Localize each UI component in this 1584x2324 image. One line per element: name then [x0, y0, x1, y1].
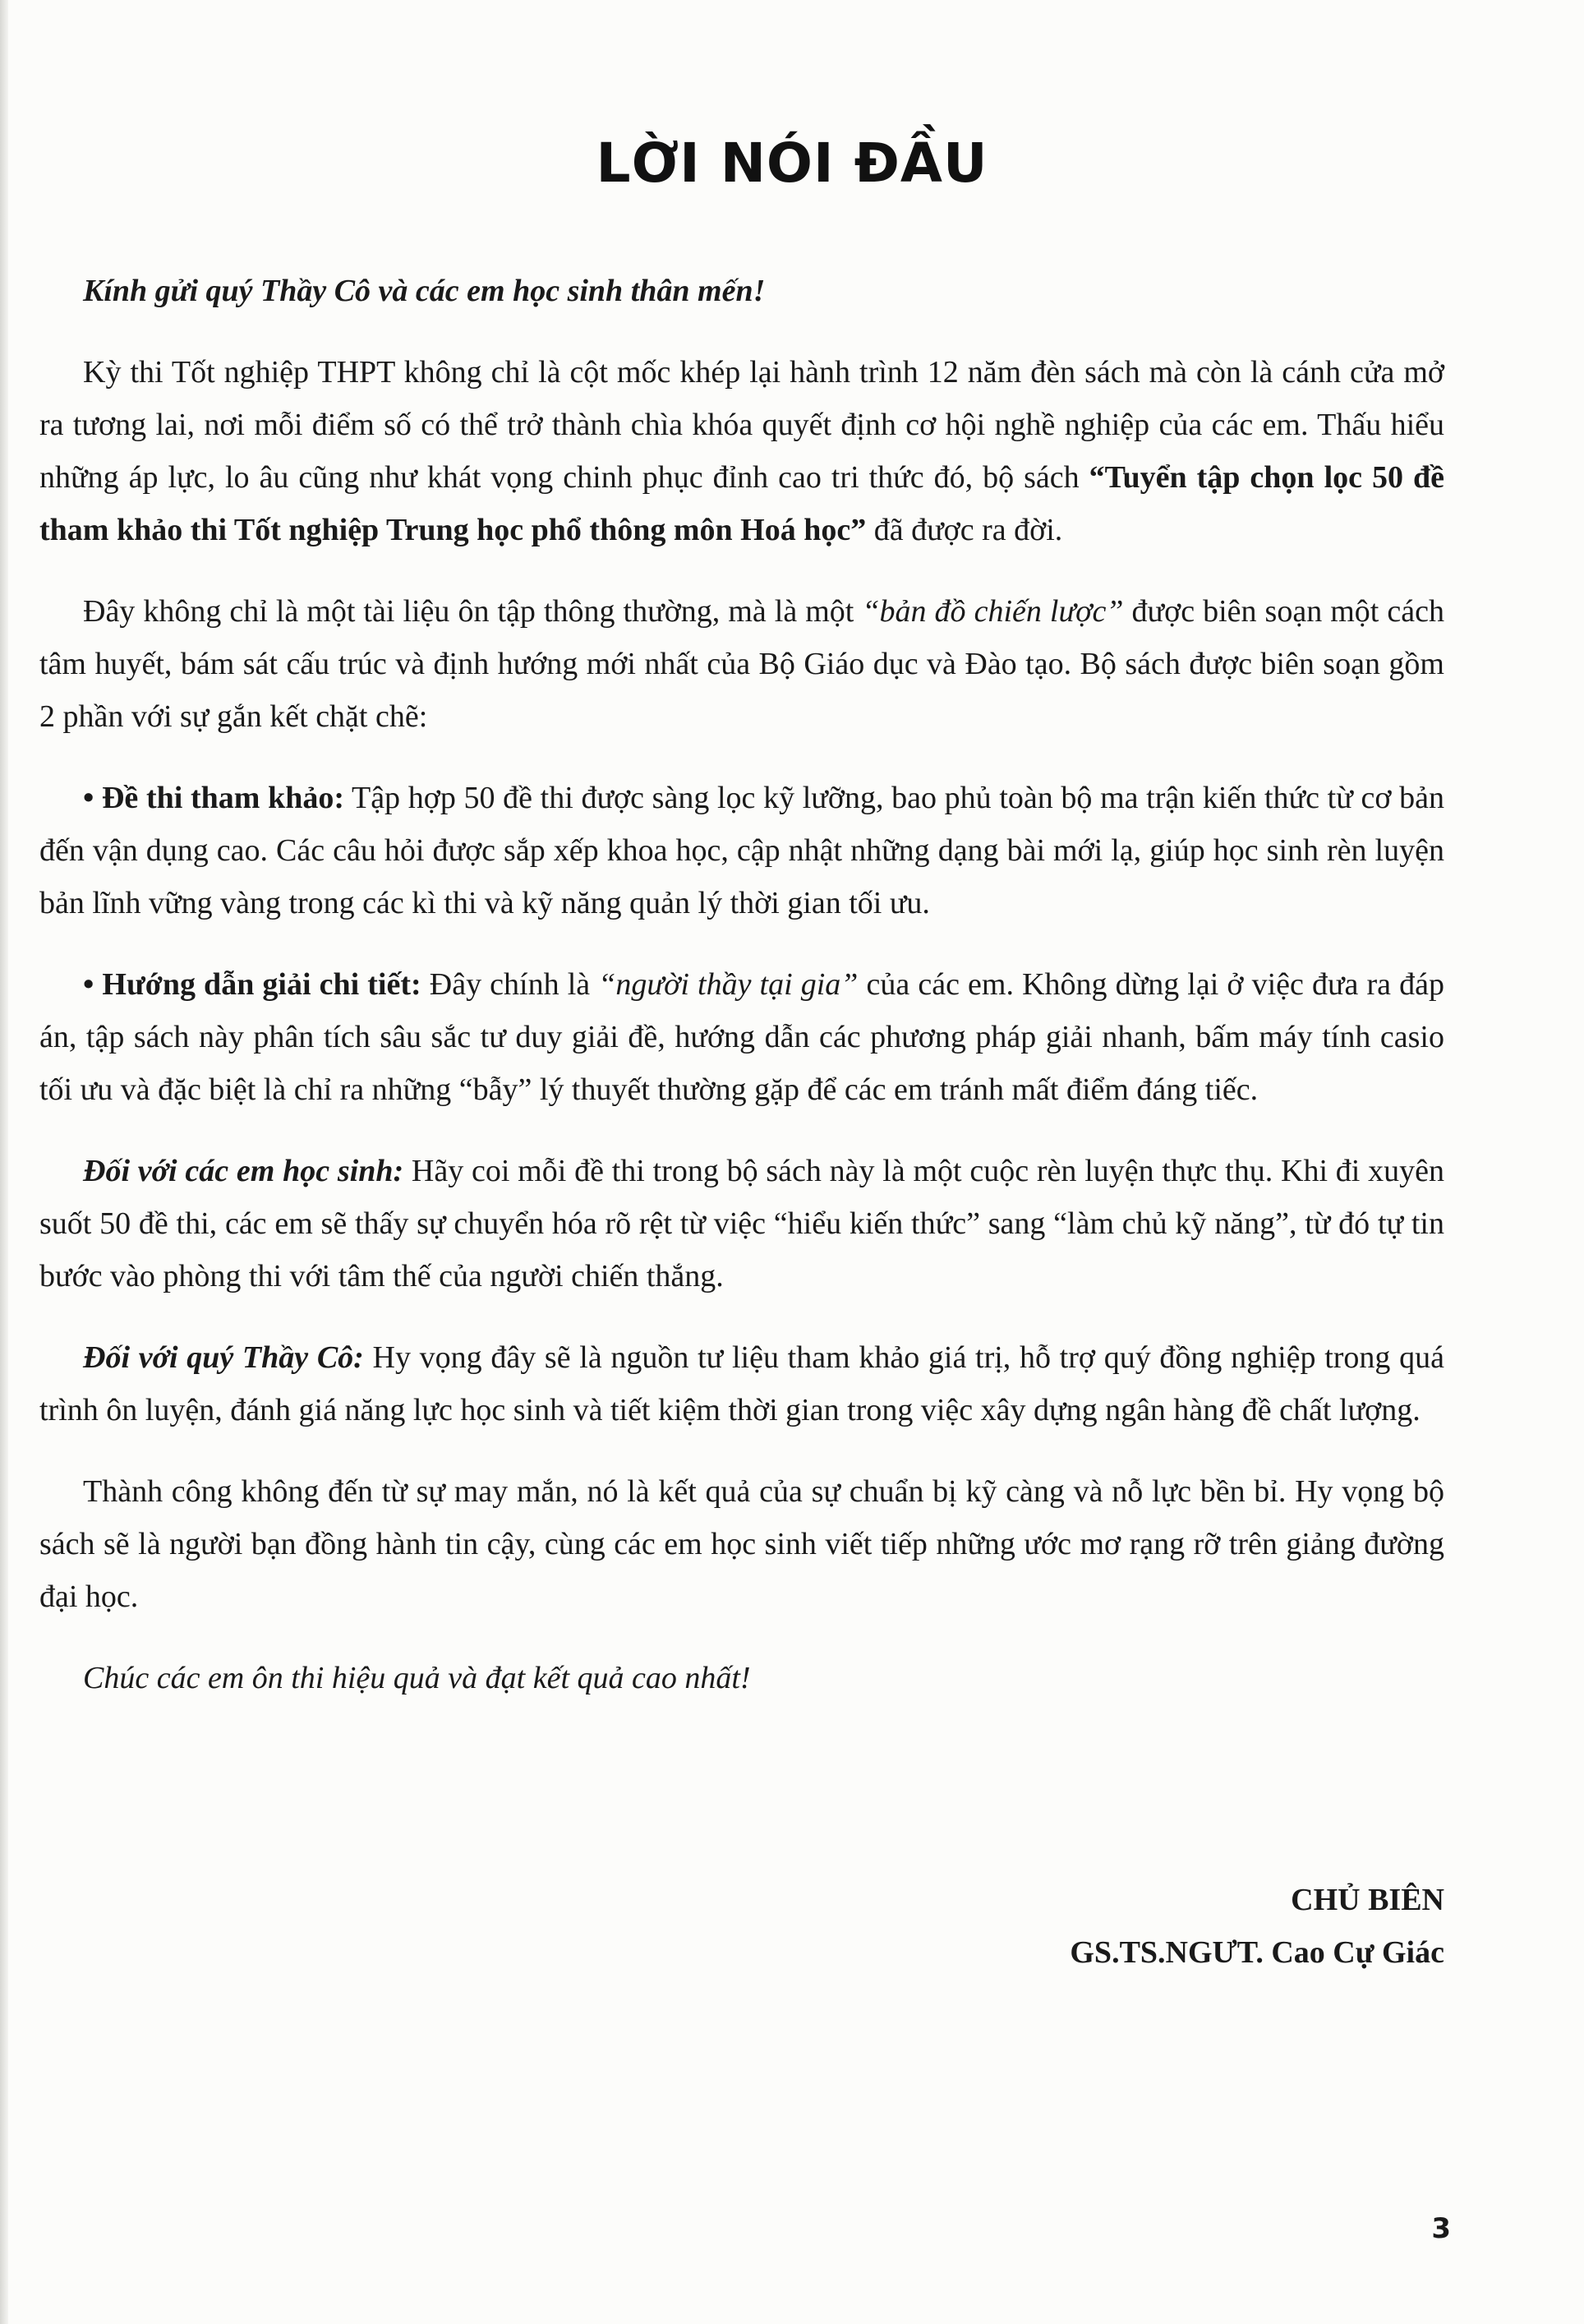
overview-text-end: được biên soạn một cách tâm huyết, bám sát cấu trúc và định hướng mới nhất của Bộ Giáo dục và Đào tạo. Bộ sách được biên soạn gồm 2 phần với sự gắn kết chặt chẽ: [39, 594, 1444, 734]
paragraph-intro [39, 346, 1444, 556]
paragraph-teachers [39, 1331, 1444, 1436]
bullet-text-start: Đây chính là [421, 967, 599, 1002]
overview-text-start: Đây không chỉ là một tài liệu ôn tập thông thường, mà là một [83, 594, 863, 629]
book-title: “Tuyển tập chọn lọc 50 đề tham khảo thi Tốt nghiệp Trung học phổ thông môn Hoá học” [39, 460, 1444, 547]
signature-name: GS.TS.NGƯT. Cao Cự Giác [1070, 1935, 1444, 1970]
students-label: Đối với các em học sinh: [83, 1154, 404, 1188]
bullet-label: Đề thi tham khảo: [101, 781, 344, 815]
teachers-label: Đối với quý Thầy Cô: [83, 1340, 364, 1375]
paragraph-students [39, 1145, 1444, 1303]
paragraph-overview [39, 585, 1444, 743]
preface-body [39, 265, 1444, 1733]
page-number: 3 [1431, 2212, 1451, 2245]
intro-text-start: Kỳ thi Tốt nghiệp THPT không chỉ là cột mốc khép lại hành trình 12 năm đèn sách mà còn là cánh cửa mở ra tương lai, nơi mỗi điểm số có thể trở thành chìa khóa quyết định cơ hội nghề nghiệp của các em. Thấu hiểu những áp lực, lo âu cũng như khát vọng chinh phục đỉnh cao tri thức đó, bộ sách [39, 355, 1444, 495]
bullet-text-end: của các em. Không dừng lại ở việc đưa ra đáp án, tập sách này phân tích sâu sắc tư duy giải đề, hướng dẫn các phương pháp giải nhanh, bấm máy tính casio tối ưu và đặc biệt là chỉ ra những “bẫy” lý thuyết thường gặp để các em tránh mất điểm đáng tiếc. [39, 967, 1444, 1107]
page-title: LỜI NÓI ĐẦU [596, 131, 988, 195]
home-teacher-emphasis: “người thầy tại gia” [598, 967, 859, 1002]
signature-role: CHỦ BIÊN [1291, 1883, 1444, 1917]
bullet-reference-exams [39, 772, 1444, 929]
intro-text-end: đã được ra đời. [866, 513, 1063, 547]
bullet-dot-icon: • [83, 967, 94, 1002]
greeting: Kính gửi quý Thầy Cô và các em học sinh thân mến! [83, 274, 766, 308]
strategy-map-emphasis: “bản đồ chiến lược” [862, 594, 1124, 629]
bullet-dot-icon: • [83, 781, 94, 815]
teachers-text: Hy vọng đây sẽ là nguồn tư liệu tham khảo giá trị, hỗ trợ quý đồng nghiệp trong quá trình ôn luyện, đánh giá năng lực học sinh và tiết kiệm thời gian trong việc xây dựng ngân hàng đề chất lượng. [39, 1340, 1444, 1427]
bullet-text: Tập hợp 50 đề thi được sàng lọc kỹ lưỡng, bao phủ toàn bộ ma trận kiến thức từ cơ bản đến vận dụng cao. Các câu hỏi được sắp xếp khoa học, cập nhật những dạng bài mới lạ, giúp học sinh rèn luyện bản lĩnh vững vàng trong các kì thi và kỹ năng quản lý thời gian tối ưu. [39, 781, 1444, 920]
signature-block [1070, 1874, 1444, 1979]
bullet-label: Hướng dẫn giải chi tiết: [102, 967, 421, 1002]
students-text: Hãy coi mỗi đề thi trong bộ sách này là một cuộc rèn luyện thực thụ. Khi đi xuyên suốt 50 đề thi, các em sẽ thấy sự chuyển hóa rõ rệt từ việc “hiểu kiến thức” sang “làm chủ kỹ năng”, từ đó tự tin bước vào phòng thi với tâm thế của người chiến thắng. [39, 1154, 1444, 1293]
bullet-detailed-solutions [39, 958, 1444, 1116]
closing-wish: Chúc các em ôn thi hiệu quả và đạt kết quả cao nhất! [83, 1661, 751, 1695]
paragraph-success: Thành công không đến từ sự may mắn, nó là kết quả của sự chuẩn bị kỹ càng và nỗ lực bền bỉ. Hy vọng bộ sách sẽ là người bạn đồng hành tin cậy, cùng các em học sinh viết tiếp những ước mơ rạng rỡ trên giảng đường đại học. [39, 1474, 1444, 1614]
